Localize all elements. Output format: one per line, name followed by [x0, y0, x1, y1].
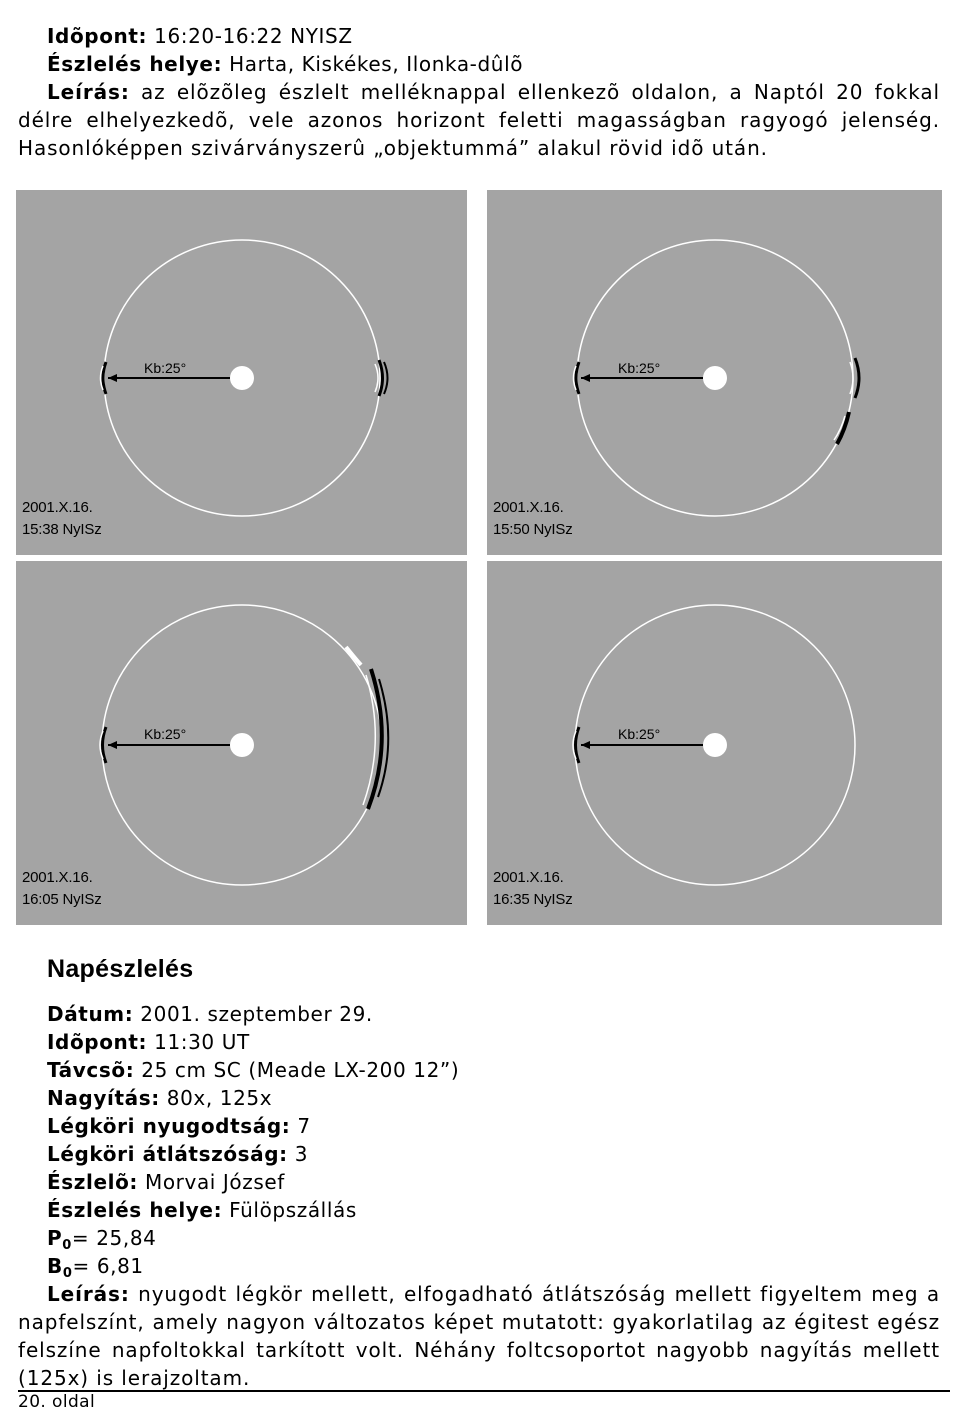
arrow-head [581, 374, 590, 382]
nagyitas-value: 80x, 125x [159, 1086, 273, 1110]
panel-1-date: 2001.X.16. [22, 499, 93, 516]
kb-label: Kb:25° [618, 726, 661, 742]
eszlelo-line [47, 1168, 940, 1196]
right-sundog-highlight [375, 364, 378, 392]
tavcso-value: 25 cm SC (Meade LX-200 12”) [134, 1058, 460, 1082]
lower-arc-fragment [837, 412, 849, 444]
p0-line [47, 1224, 940, 1252]
leiras-label: Leírás: [47, 1282, 130, 1306]
helye-value: Fülöpszállás [222, 1198, 357, 1222]
b0-subscript: 0 [62, 1266, 73, 1281]
top-idopont-line [47, 22, 940, 50]
helye-label: Észlelés helye: [47, 1198, 223, 1222]
nagyitas-line [47, 1084, 940, 1112]
arrow-head [581, 741, 590, 749]
right-sundog-outer [384, 362, 388, 394]
p0-subscript: 0 [62, 1238, 72, 1253]
datum-label: Dátum: [47, 1002, 134, 1026]
nyugodtsag-value: 7 [290, 1114, 311, 1138]
panel-3-time: 16:05 NyISz [22, 891, 102, 908]
top-leiras-text: az elõzõleg észlelt melléknappal ellenkezõ oldalon, a Naptól 20 fokkal délre elhelyezkedõ, vele azonos horizont feletti magasságban ragyogó jelenség. Hasonlóképpen szivárványszerû „objektummá” alakul rövid idõ után. [18, 80, 940, 160]
b0-letter: B [47, 1254, 63, 1278]
top-idopont-value: 16:20-16:22 NYISZ [147, 24, 353, 48]
kb-label: Kb:25° [144, 360, 187, 376]
sun-disk [703, 733, 727, 757]
arrow-head [108, 741, 117, 749]
idopont-label: Idõpont: [47, 1030, 148, 1054]
panel-2-date: 2001.X.16. [493, 499, 564, 516]
b0-value: = 6,81 [72, 1254, 144, 1278]
tavcso-label: Távcsõ: [47, 1058, 135, 1082]
atlatszosag-value: 3 [287, 1142, 309, 1166]
panel-2-time: 15:50 NyISz [493, 521, 573, 538]
upper-arc-bright [346, 647, 361, 665]
p0-letter: P [47, 1226, 63, 1250]
eszlelo-value: Morvai József [138, 1170, 285, 1194]
panel-2-stamp [493, 497, 573, 541]
halo-panel-3 [16, 561, 467, 925]
nagyitas-label: Nagyítás: [47, 1086, 160, 1110]
footer-divider [18, 1390, 950, 1392]
p0-value: = 25,84 [71, 1226, 157, 1250]
top-leiras-label: Leírás: [47, 80, 130, 104]
panel-1-time: 15:38 NyISz [22, 521, 102, 538]
sun-disk [703, 366, 727, 390]
top-helye-line [47, 50, 940, 78]
halo-observation-figure [10, 185, 950, 930]
panel-1-stamp [22, 497, 102, 541]
panel-3-date: 2001.X.16. [22, 869, 93, 886]
sun-disk [230, 733, 254, 757]
panel-4-date: 2001.X.16. [493, 869, 564, 886]
halo-panel-1 [16, 190, 467, 555]
leiras-text: nyugodt légkör mellett, elfogadható átlátszóság mellett figyeltem meg a napfelszínt, amely nagyon változatos képet mutatott: gyakorlatilag az égitest egész felszíne napfoltokkal tarkított volt. Néhány foltcsoportot nagyobb nagyítás mellett (125x) is lerajzoltam. [18, 1282, 940, 1390]
datum-value: 2001. szeptember 29. [133, 1002, 373, 1026]
kb-label: Kb:25° [144, 726, 187, 742]
kb-label: Kb:25° [618, 360, 661, 376]
nyugodtsag-line [47, 1112, 940, 1140]
right-sundog [855, 358, 859, 398]
nyugodtsag-label: Légköri nyugodtság: [47, 1114, 291, 1138]
idopont-value: 11:30 UT [147, 1030, 250, 1054]
atlatszosag-label: Légköri átlátszóság: [47, 1142, 288, 1166]
helye-line [47, 1196, 940, 1224]
tavcso-line [47, 1056, 940, 1084]
sun-disk [230, 366, 254, 390]
leiras-paragraph [18, 1280, 940, 1392]
halo-panel-2 [487, 190, 942, 555]
arrow-head [108, 374, 117, 382]
b0-line [47, 1252, 940, 1280]
panel-3-stamp [22, 867, 102, 911]
datum-line [47, 1000, 940, 1028]
top-idopont-label: Idõpont: [47, 24, 148, 48]
idopont-line [47, 1028, 940, 1056]
top-helye-value: Harta, Kiskékes, Ilonka-dûlõ [222, 52, 524, 76]
eszlelo-label: Észlelõ: [47, 1170, 139, 1194]
top-leiras-paragraph [18, 78, 940, 162]
top-helye-label: Észlelés helye: [47, 52, 223, 76]
section-title: Napészlelés [47, 955, 194, 983]
halo-panel-4 [487, 561, 942, 925]
panel-4-stamp [493, 867, 573, 911]
atlatszosag-line [47, 1140, 940, 1168]
page-number: 20. oldal [18, 1392, 96, 1412]
panel-4-time: 16:35 NyISz [493, 891, 573, 908]
